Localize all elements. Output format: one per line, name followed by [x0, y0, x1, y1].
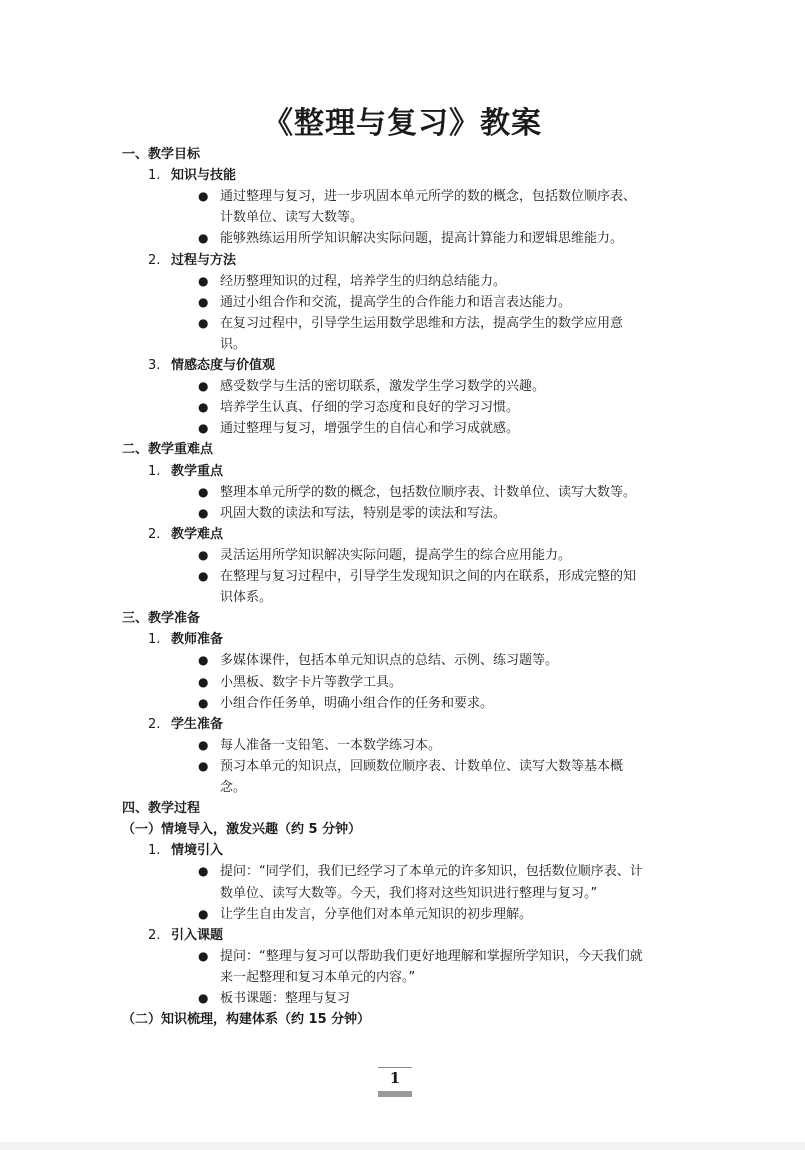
bullet-icon: ● [198, 653, 209, 667]
subsection-heading: （一）情境导入，激发兴趣（约 5 分钟） [122, 822, 362, 837]
bullet-icon: ● [198, 569, 209, 583]
list-number: 2. [148, 527, 161, 542]
item-heading: 情感态度与价值观 [171, 358, 276, 373]
item-heading: 情境引入 [171, 843, 224, 858]
bullet-text: 巩固大数的读法和写法，特别是零的读法和写法。 [220, 506, 507, 521]
section-heading: 四、教学过程 [122, 801, 201, 816]
item-heading: 学生准备 [171, 717, 224, 732]
bullet-text: 小黑板、数字卡片等教学工具。 [220, 675, 403, 690]
subsection-heading: （二）知识梳理，构建体系（约 15 分钟） [122, 1012, 371, 1027]
bullet-icon: ● [198, 738, 209, 752]
bullet-icon: ● [198, 421, 209, 435]
bullet-text: 让学生自由发言，分享他们对本单元知识的初步理解。 [220, 907, 533, 922]
bullet-icon: ● [198, 864, 209, 878]
bullet-text: 提问：“整理与复习可以帮助我们更好地理解和掌握所学知识，今天我们就 [220, 949, 643, 964]
bullet-icon: ● [198, 400, 209, 414]
bullet-text: 通过小组合作和交流，提高学生的合作能力和语言表达能力。 [220, 295, 572, 310]
bullet-text: 板书课题：整理与复习 [220, 991, 351, 1006]
item-heading: 教学难点 [171, 527, 224, 542]
bullet-text: 能够熟练运用所学知识解决实际问题，提高计算能力和逻辑思维能力。 [220, 231, 624, 246]
bullet-icon: ● [198, 548, 209, 562]
section-heading: 一、教学目标 [122, 147, 201, 162]
bullet-icon: ● [198, 675, 209, 689]
item-heading: 引入课题 [171, 928, 224, 943]
section-heading: 三、教学准备 [122, 611, 201, 626]
bullet-icon: ● [198, 991, 209, 1005]
bullet-text-continuation: 识。 [220, 337, 247, 352]
bullet-text-continuation: 识体系。 [220, 590, 273, 605]
bullet-text: 感受数学与生活的密切联系，激发学生学习数学的兴趣。 [220, 379, 546, 394]
bullet-text: 在复习过程中，引导学生运用数学思维和方法，提高学生的数学应用意 [220, 316, 624, 331]
footer-rule [378, 1067, 412, 1068]
bullet-text: 小组合作任务单，明确小组合作的任务和要求。 [220, 696, 494, 711]
document-title: 《整理与复习》教案 [263, 106, 542, 141]
bullet-icon: ● [198, 316, 209, 330]
page-number: 1 [389, 1069, 401, 1087]
item-heading: 过程与方法 [171, 253, 237, 268]
list-number: 2. [148, 253, 161, 268]
bullet-icon: ● [198, 189, 209, 203]
item-heading: 教学重点 [171, 464, 224, 479]
bullet-icon: ● [198, 907, 209, 921]
section-heading: 二、教学重难点 [122, 442, 214, 457]
bullet-icon: ● [198, 379, 209, 393]
bullet-text-continuation: 计数单位、读写大数等。 [220, 210, 364, 225]
bullet-icon: ● [198, 231, 209, 245]
bullet-icon: ● [198, 485, 209, 499]
bullet-text-continuation: 数单位、读写大数等。今天，我们将对这些知识进行整理与复习。” [220, 886, 598, 901]
bullet-icon: ● [198, 506, 209, 520]
list-number: 1. [148, 168, 161, 183]
bullet-text-continuation: 来一起整理和复习本单元的内容。” [220, 970, 416, 985]
bullet-text: 提问：“同学们，我们已经学习了本单元的许多知识，包括数位顺序表、计 [220, 864, 643, 879]
bullet-text: 经历整理知识的过程，培养学生的归纳总结能力。 [220, 274, 507, 289]
bullet-text: 通过整理与复习，进一步巩固本单元所学的数的概念，包括数位顺序表、 [220, 189, 637, 204]
bullet-icon: ● [198, 949, 209, 963]
bullet-icon: ● [198, 295, 209, 309]
bullet-text: 预习本单元的知识点，回顾数位顺序表、计数单位、读写大数等基本概 [220, 759, 624, 774]
item-heading: 教师准备 [171, 632, 224, 647]
bullet-text: 多媒体课件，包括本单元知识点的总结、示例、练习题等。 [220, 653, 559, 668]
list-number: 2. [148, 928, 161, 943]
list-number: 1. [148, 843, 161, 858]
list-number: 1. [148, 632, 161, 647]
bullet-text-continuation: 念。 [220, 780, 247, 795]
footer-bar [378, 1091, 412, 1097]
item-heading: 知识与技能 [171, 168, 237, 183]
bullet-icon: ● [198, 696, 209, 710]
bullet-text: 培养学生认真、仔细的学习态度和良好的学习习惯。 [220, 400, 520, 415]
bullet-text: 每人准备一支铅笔、一本数学练习本。 [220, 738, 442, 753]
bullet-text: 通过整理与复习，增强学生的自信心和学习成就感。 [220, 421, 520, 436]
bullet-icon: ● [198, 274, 209, 288]
bullet-text: 整理本单元所学的数的概念，包括数位顺序表、计数单位、读写大数等。 [220, 485, 637, 500]
bullet-text: 灵活运用所学知识解决实际问题，提高学生的综合应用能力。 [220, 548, 572, 563]
bullet-text: 在整理与复习过程中，引导学生发现知识之间的内在联系，形成完整的知 [220, 569, 637, 584]
bullet-icon: ● [198, 759, 209, 773]
list-number: 1. [148, 464, 161, 479]
list-number: 3. [148, 358, 161, 373]
list-number: 2. [148, 717, 161, 732]
